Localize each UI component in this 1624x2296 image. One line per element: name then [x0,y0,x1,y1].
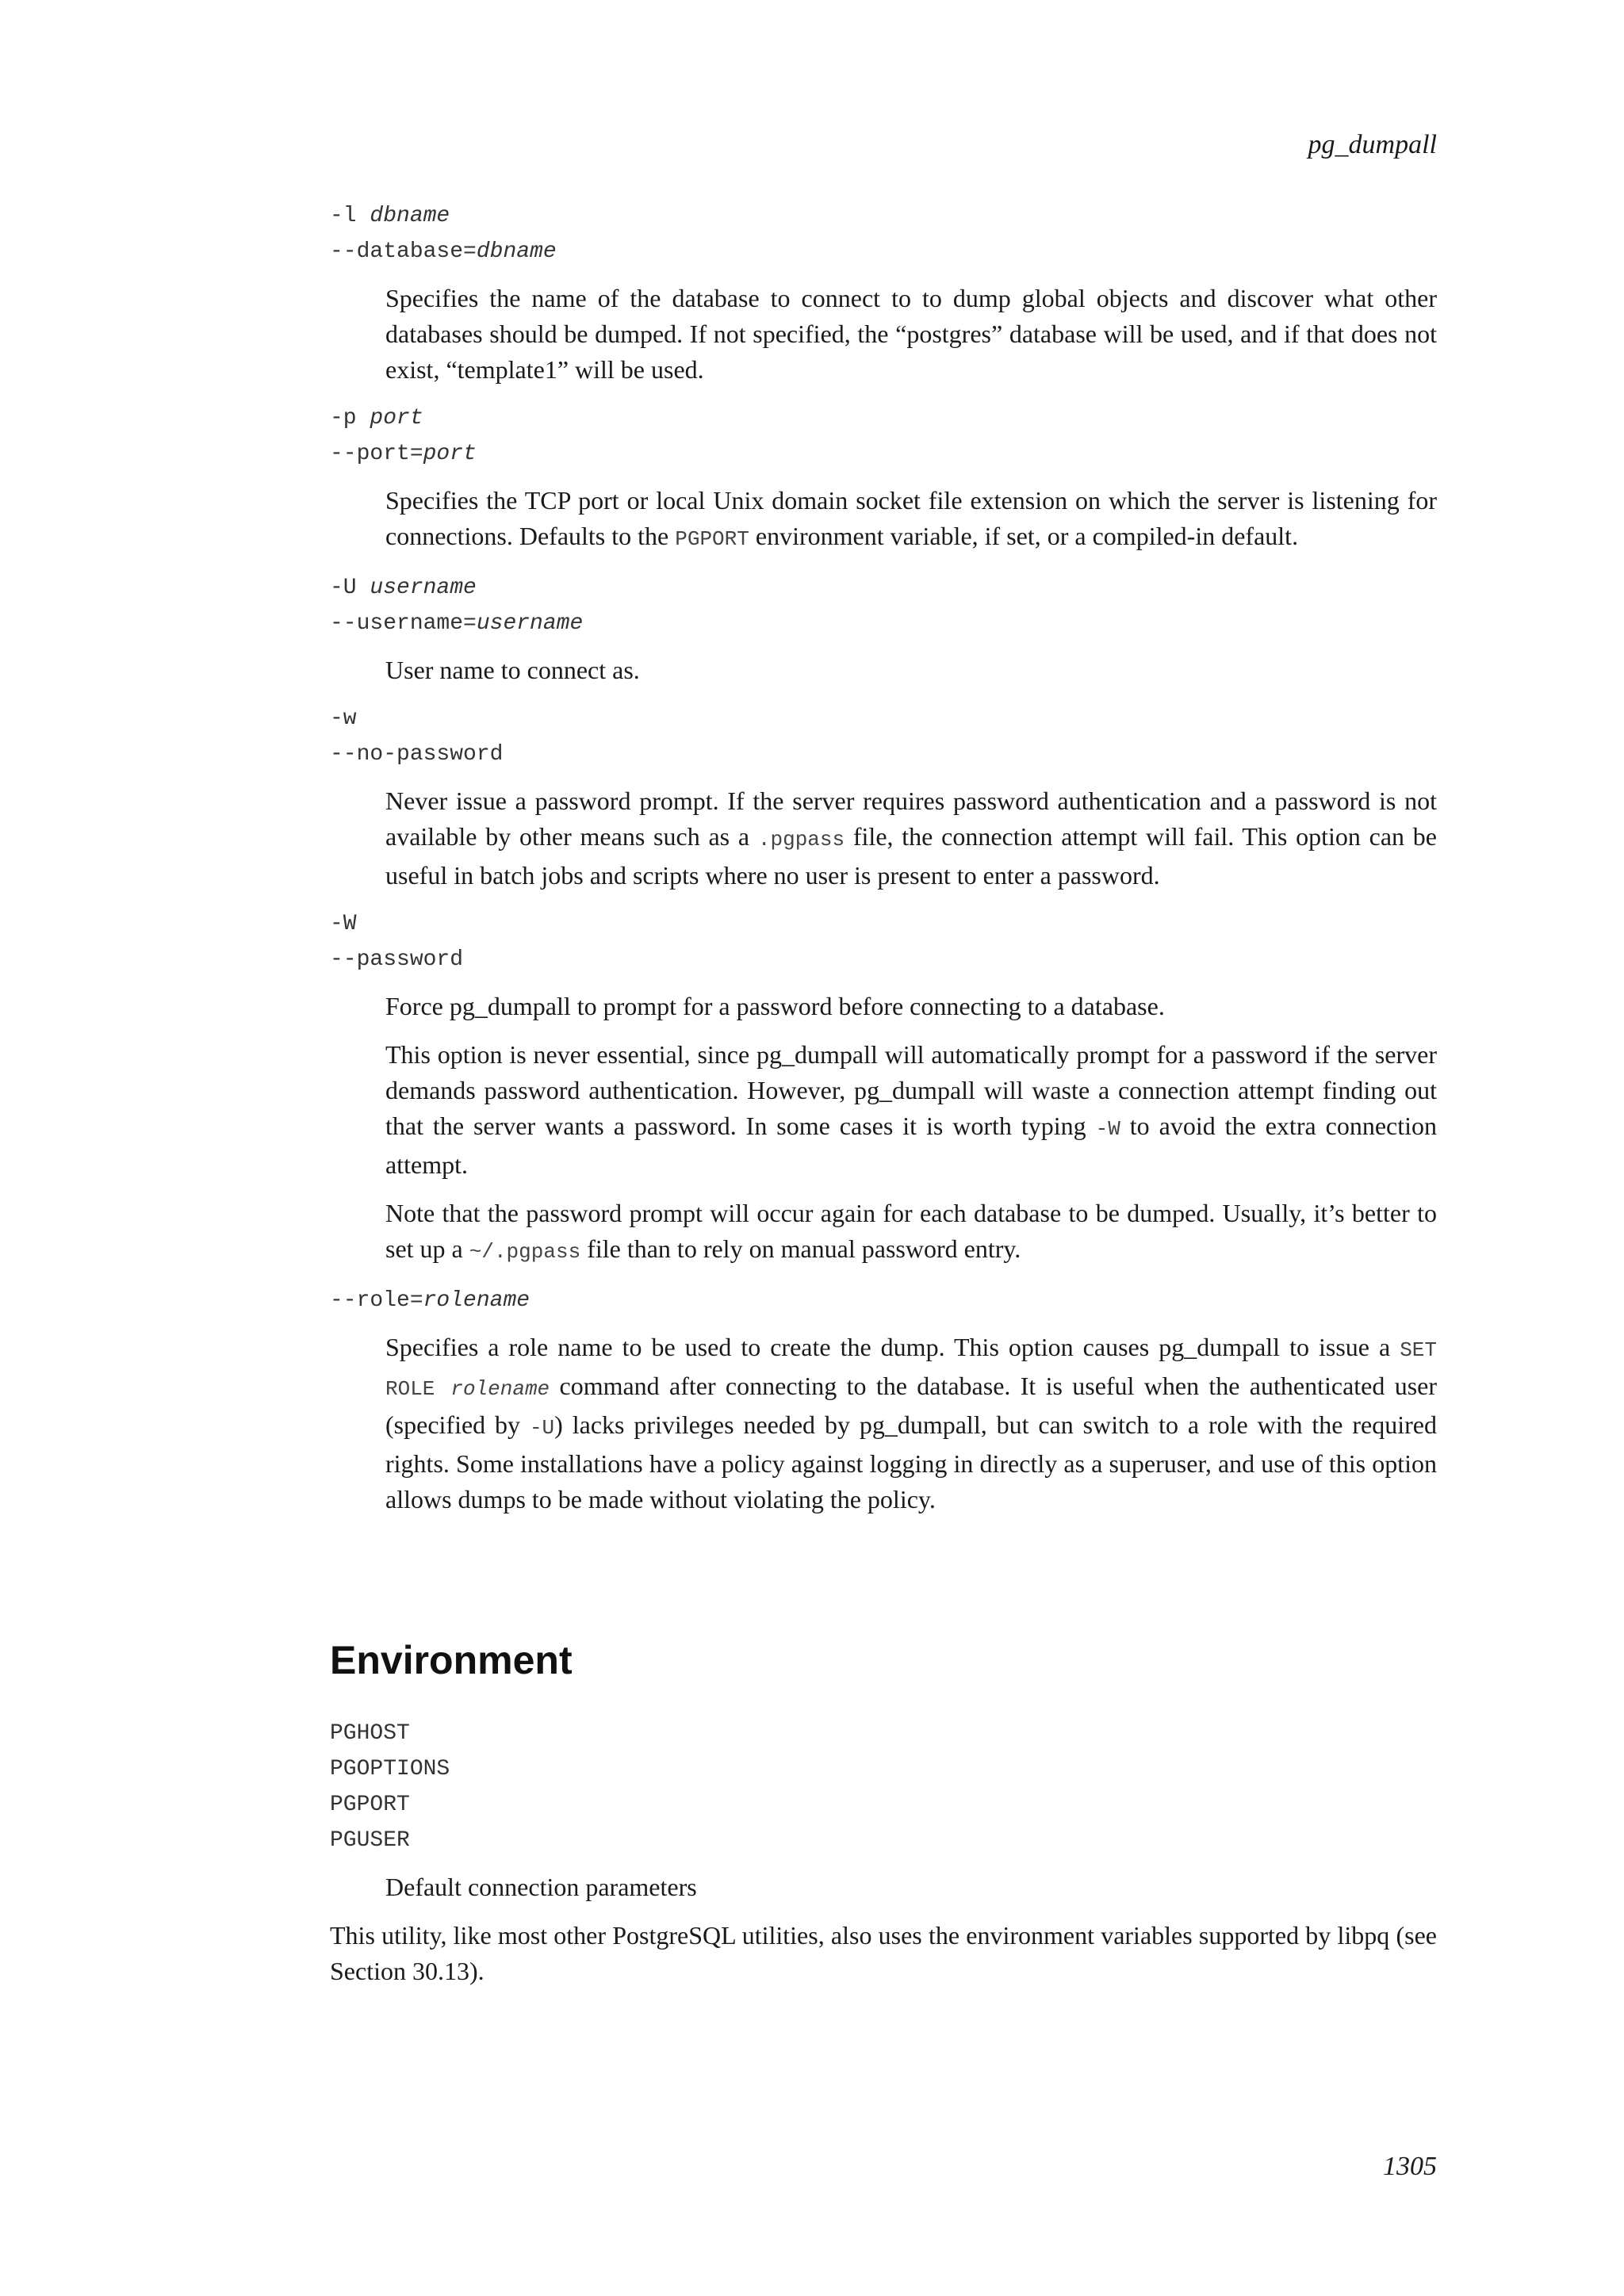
option-description [385,652,1437,688]
option-term: -p port [330,406,423,430]
env-var: PGHOST [330,1721,410,1746]
option-term: --role=rolename [330,1288,530,1313]
option-username [330,570,1437,688]
flag-code: -U [529,1416,555,1440]
option-term: -w [330,706,357,731]
option-term: --port=port [330,442,477,466]
paragraph: Never issue a password prompt. If the server requires password authentication and a password is not available by other means such as a .pgpass file, the connection attempt will fail. This option can be useful in batch jobs and scripts where no user is present to enter a password. [385,786,1438,890]
env-var: PGUSER [330,1828,410,1853]
option-description [385,1330,1437,1517]
option-port [330,400,1437,557]
option-term: -W [330,912,357,936]
option-database [330,198,1437,388]
flag-code: -W [1095,1117,1120,1141]
file-code: ~/.pgpass [469,1240,581,1264]
option-no-password [330,701,1437,894]
option-description [385,281,1437,388]
section-title-environment: Environment [330,1638,573,1682]
option-role [330,1283,1437,1517]
document-page [330,0,1437,2296]
environment-variables [330,1716,1437,1905]
env-description [385,1869,1437,1905]
option-term: --password [330,947,464,972]
paragraph: Note that the password prompt will occur again for each database to be dumped. Usually, it’s better to set up a ~/.pgpass file than to rely on manual password entry. [385,1199,1437,1264]
paragraph: This option is never essential, since pg_dumpall will automatically prompt for a password if the server demands password authentication. However, pg_dumpall will waste a connection attempt finding out that the server wants a password. In some cases it is worth typing -W to avoid the extra connection attempt. [385,1040,1438,1179]
paragraph: User name to connect as. [385,656,640,684]
paragraph: Force pg_dumpall to prompt for a password before connecting to a database. [385,992,1165,1020]
file-code: .pgpass [757,828,845,851]
running-header: pg_dumpall [1308,130,1437,159]
env-var: PGOPTIONS [330,1757,450,1781]
option-description [385,483,1437,557]
paragraph: Default connection parameters [385,1873,697,1901]
page-content [330,198,1437,1989]
paragraph: Specifies a role name to be used to create the dump. This option causes pg_dumpall to issue a SET ROLE rolename command after connecting to the database. It is useful when the authenticated user (specified by -U) lacks privileges needed by pg_dumpall, but can switch to a role with the required rights. Some installations have a policy against logging in directly as a superuser, and use of this option allows dumps to be made without violating the policy. [385,1333,1438,1513]
paragraph: Specifies the TCP port or local Unix domain socket file extension on which the server is listening for connections. Defaults to the PGPORT environment variable, if set, or a compiled-in default. [385,486,1437,551]
option-description [385,989,1437,1270]
sql-command-code: SET ROLE rolename [385,1338,1437,1401]
environment-paragraph: This utility, like most other PostgreSQL utilities, also uses the environment variables supported by libpq (see Section 30.13). [330,1921,1437,1985]
option-term: -l dbname [330,204,450,228]
env-var-code: PGPORT [675,527,749,551]
option-term: --no-password [330,742,504,767]
env-var: PGPORT [330,1793,410,1817]
option-description [385,783,1437,894]
option-password [330,906,1437,1270]
page-number: 1305 [1383,2152,1437,2181]
option-term: --username=username [330,611,584,636]
paragraph: Specifies the name of the database to connect to to dump global objects and discover what other databases should be dumped. If not specified, the “postgres” database will be used, and if that does not exist, “template1” will be used. [385,284,1437,384]
option-term: --database=dbname [330,239,557,264]
option-term: -U username [330,576,477,600]
